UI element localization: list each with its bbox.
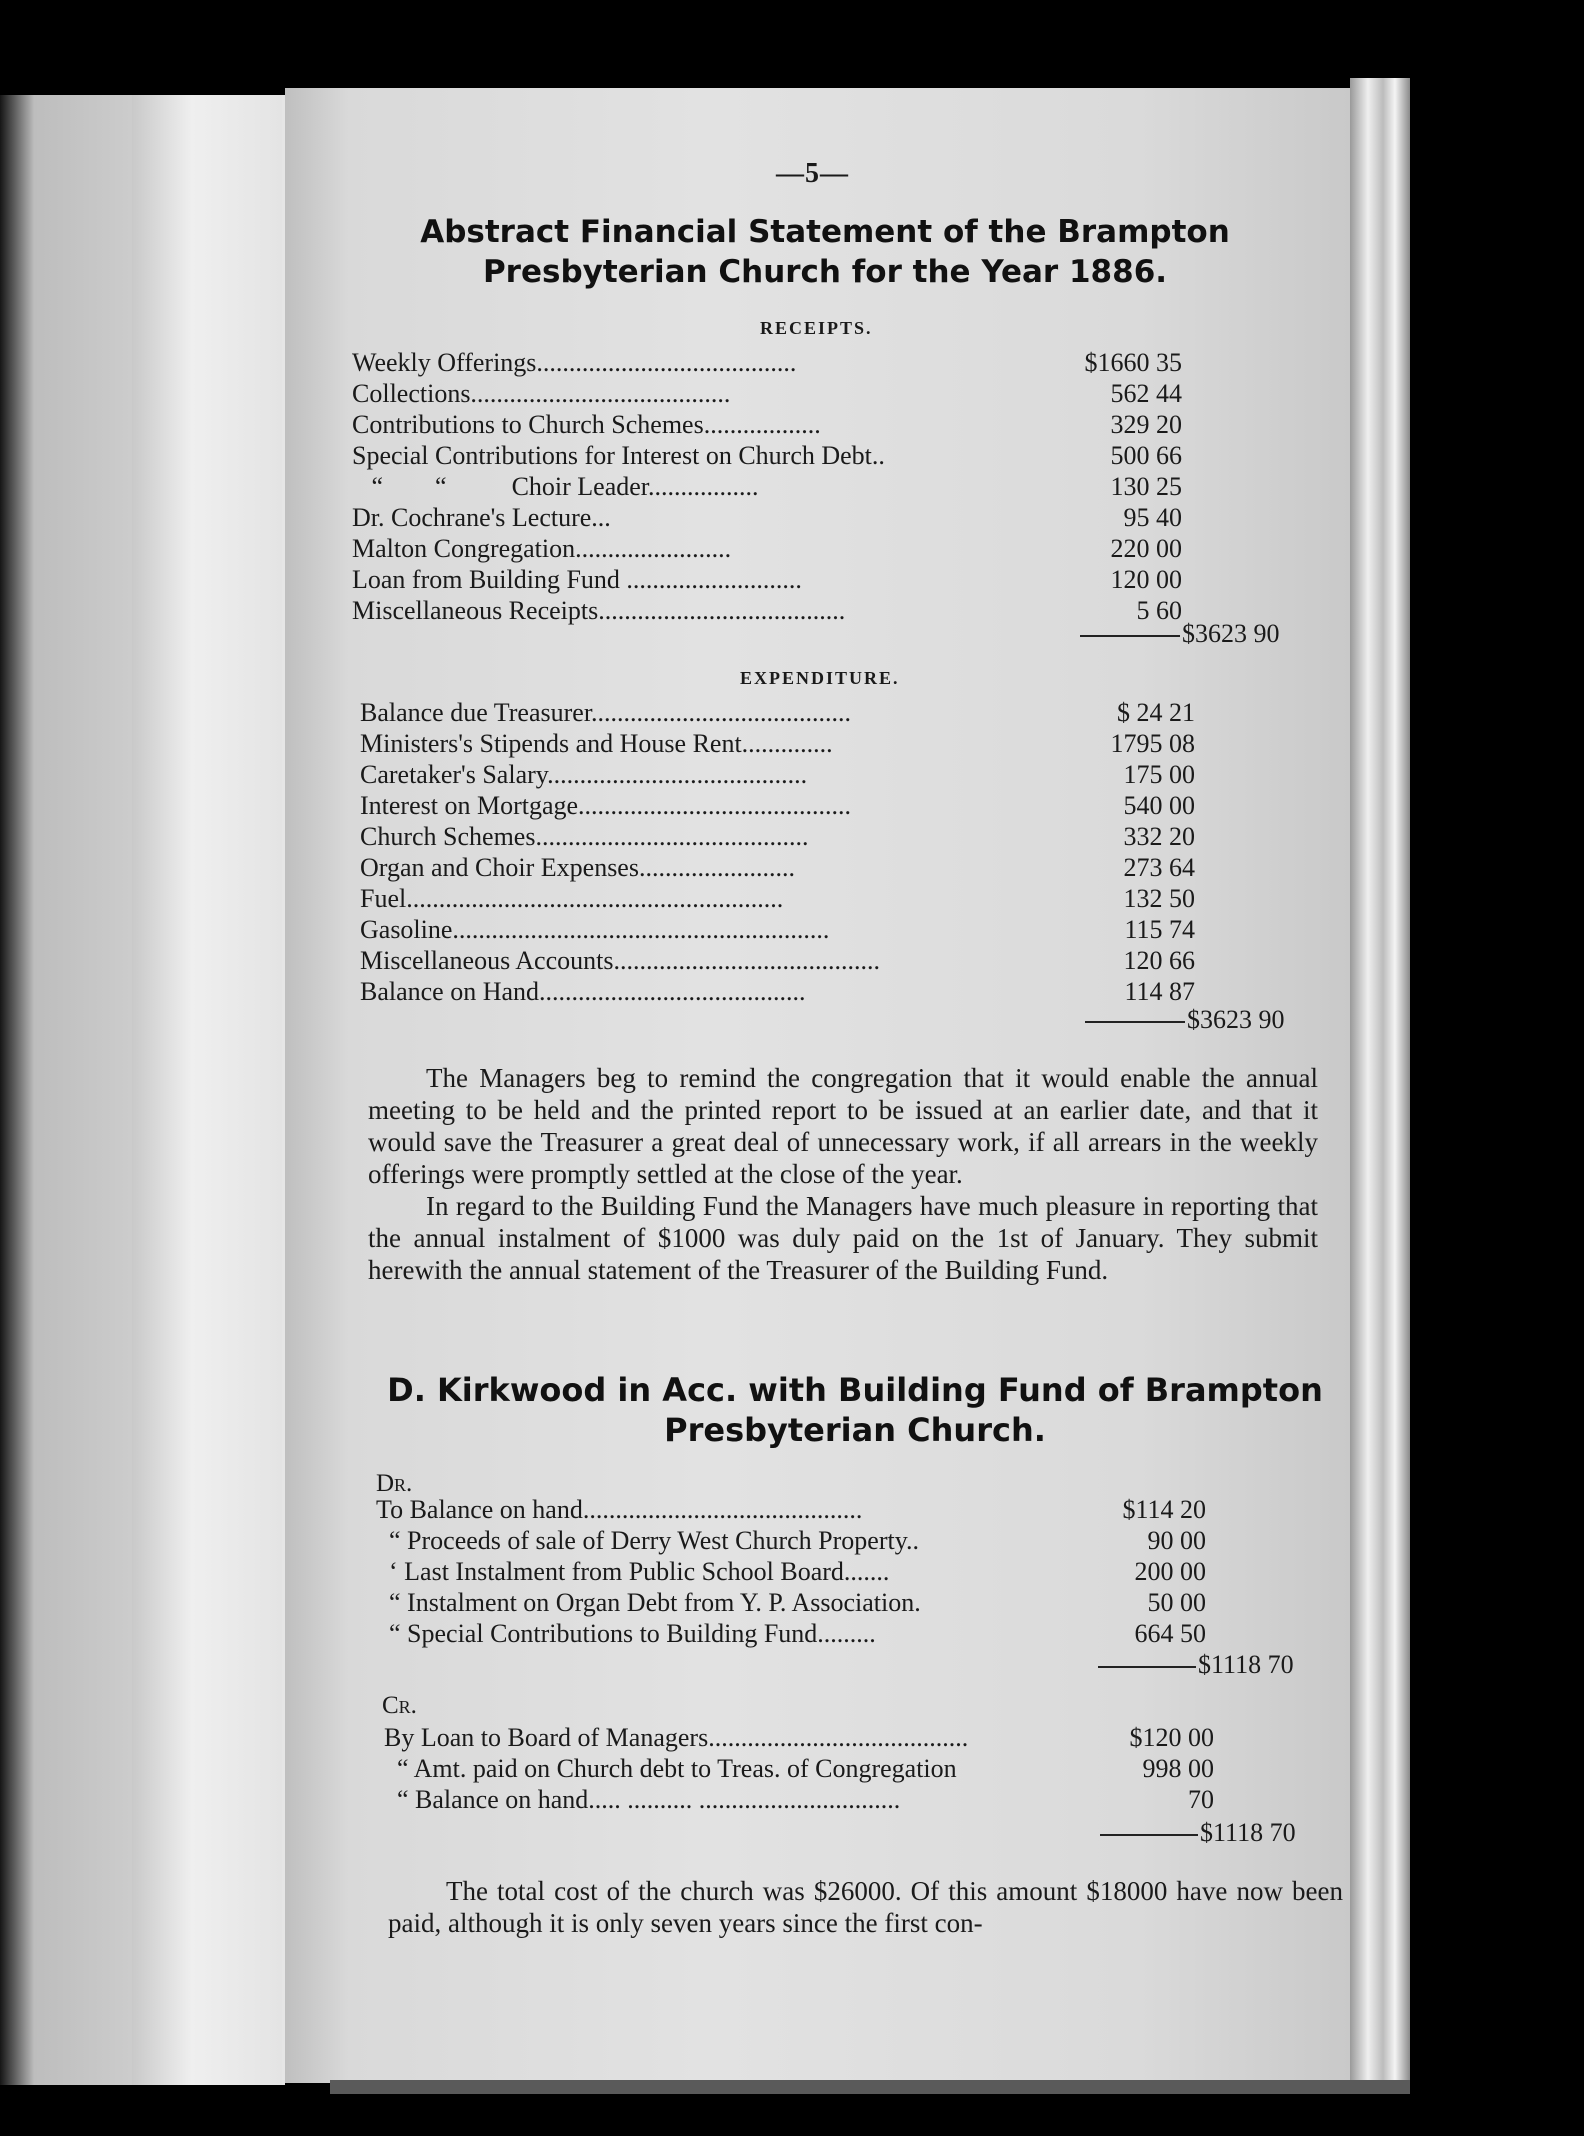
ledger-amount: 114 87 [1124,977,1195,1006]
paragraph-building-fund: In regard to the Building Fund the Managers have much pleasure in reporting that the annual instalment of $1000 was duly paid on the 1st of January. They submit herewith the annual statement of the Treasurer of the Building Fund. [368,1191,1318,1285]
ledger-amount: 200 00 [1134,1557,1206,1586]
ledger-label: Gasoline.......................................................... [360,915,830,944]
ledger-row [360,883,1195,914]
ledger-label: Loan from Building Fund ........................... [352,565,802,594]
ledger-row [384,1784,1224,1815]
receipts-total-value: $3623 90 [1182,619,1280,648]
ledger-row [360,852,1195,883]
receipts-ledger [352,347,1182,626]
credit-heading: Cr. [382,1692,417,1719]
total-rule [1080,635,1180,637]
ledger-amount: 998 00 [1142,1754,1214,1783]
ledger-row [376,1618,1216,1649]
ledger-amount: $114 20 [1122,1495,1206,1524]
ledger-row [352,440,1182,471]
ledger-amount: $120 00 [1129,1723,1214,1752]
total-rule [1100,1834,1198,1836]
ledger-amount: 120 00 [1110,565,1182,594]
ledger-row [360,821,1195,852]
ledger-row [360,697,1195,728]
closing-paragraph [388,1875,1343,1939]
ledger-amount: 500 66 [1110,441,1182,470]
ledger-row [376,1587,1216,1618]
ledger-amount: 273 64 [1123,853,1195,882]
ledger-amount: 562 44 [1110,379,1182,408]
receipts-total [1080,619,1280,649]
ledger-row [352,595,1182,626]
ledger-label: “ Instalment on Organ Debt from Y. P. Association. [376,1588,921,1617]
ledger-label: Balance on Hand......................................... [360,977,806,1006]
ledger-row [360,945,1195,976]
ledger-amount: 90 00 [1147,1526,1206,1555]
expenditure-ledger [360,697,1195,1007]
ledger-label: Miscellaneous Accounts......................................... [360,946,880,975]
ledger-label: “ “ Choir Leader................. [352,472,759,501]
ledger-row [352,533,1182,564]
ledger-label: Special Contributions for Interest on Church Debt.. [352,441,885,470]
ledger-label: “ Proceeds of sale of Derry West Church Property.. [376,1526,920,1555]
ledger-amount: 70 [1188,1785,1214,1814]
ledger-label: To Balance on hand........................................... [376,1495,863,1524]
ledger-row [352,409,1182,440]
ledger-row [384,1722,1224,1753]
page-number: —5— [776,158,849,189]
ledger-row [384,1753,1224,1784]
ledger-amount: 175 00 [1123,760,1195,789]
ledger-row [376,1525,1216,1556]
ledger-label: “ Amt. paid on Church debt to Treas. of Congregation [384,1754,957,1783]
ledger-amount: 130 25 [1110,472,1182,501]
ledger-amount: 540 00 [1123,791,1195,820]
expenditure-heading: EXPENDITURE. [740,668,900,688]
ledger-amount: 329 20 [1110,410,1182,439]
ledger-label: Caretaker's Salary........................................ [360,760,808,789]
expenditure-total [1085,1005,1285,1035]
credit-total-value: $1118 70 [1200,1818,1296,1847]
ledger-label: Organ and Choir Expenses........................ [360,853,795,882]
credit-total [1100,1818,1296,1848]
ledger-row [352,471,1182,502]
ledger-amount: 115 74 [1124,915,1195,944]
debit-total [1098,1650,1294,1680]
ledger-label: Contributions to Church Schemes.................. [352,410,821,439]
ledger-label: Dr. Cochrane's Lecture... [352,503,611,532]
ledger-label: By Loan to Board of Managers........................................ [384,1723,969,1752]
ledger-amount: $1660 35 [1084,348,1182,377]
debit-heading: Dr. [376,1470,413,1497]
ledger-label: Fuel.......................................................... [360,884,784,913]
ledger-label: “ Special Contributions to Building Fund......... [376,1619,876,1648]
ledger-row [376,1494,1216,1525]
building-fund-title: D. Kirkwood in Acc. with Building Fund of Brampton Presbyterian Church. [387,1371,1323,1449]
ledger-row [352,502,1182,533]
statement-title: Abstract Financial Statement of the Brampton Presbyterian Church for the Year 1886. [420,214,1230,290]
ledger-label: Interest on Mortgage.......................................... [360,791,852,820]
closing-text: The total cost of the church was $26000. Of this amount $18000 have now been paid, although it is only seven years since the first con- [388,1876,1343,1938]
ledger-amount: 664 50 [1134,1619,1206,1648]
ledger-row [376,1556,1216,1587]
ledger-amount: 1795 08 [1110,729,1195,758]
managers-notice [368,1062,1318,1286]
building-fund-credit-ledger [384,1722,1224,1815]
ledger-row [360,759,1195,790]
ledger-amount: 120 66 [1123,946,1195,975]
ledger-row [360,914,1195,945]
ledger-amount: $ 24 21 [1117,698,1195,727]
receipts-heading: RECEIPTS. [760,318,873,338]
ledger-amount: 332 20 [1123,822,1195,851]
ledger-label: Church Schemes.......................................... [360,822,809,851]
ledger-amount: 5 60 [1136,596,1182,625]
ledger-label: Miscellaneous Receipts...................................... [352,596,846,625]
ledger-row [352,347,1182,378]
debit-total-value: $1118 70 [1198,1650,1294,1679]
ledger-row [360,728,1195,759]
expenditure-total-value: $3623 90 [1187,1005,1285,1034]
ledger-amount: 220 00 [1110,534,1182,563]
ledger-row [352,378,1182,409]
ledger-label: Ministers's Stipends and House Rent.............. [360,729,833,758]
ledger-label: Collections........................................ [352,379,731,408]
ledger-amount: 95 40 [1123,503,1182,532]
ledger-amount: 132 50 [1123,884,1195,913]
ledger-label: ‘ Last Instalment from Public School Board....... [376,1557,890,1586]
ledger-amount: 50 00 [1147,1588,1206,1617]
ledger-row [360,976,1195,1007]
ledger-label: Balance due Treasurer........................................ [360,698,852,727]
total-rule [1098,1666,1196,1668]
ledger-row [352,564,1182,595]
building-fund-debit-ledger [376,1494,1216,1649]
ledger-label: Malton Congregation........................ [352,534,732,563]
total-rule [1085,1021,1185,1023]
ledger-label: “ Balance on hand..... .......... ............................... [384,1785,901,1814]
paragraph-arrears: The Managers beg to remind the congregation that it would enable the annual meeting to be held and the printed report to be issued at an earlier date, and that it would save the Treasurer a great deal of unnecessary work, if all arrears in the weekly offerings were promptly settled at the close of the year. [368,1063,1318,1189]
ledger-label: Weekly Offerings........................................ [352,348,797,377]
ledger-row [360,790,1195,821]
